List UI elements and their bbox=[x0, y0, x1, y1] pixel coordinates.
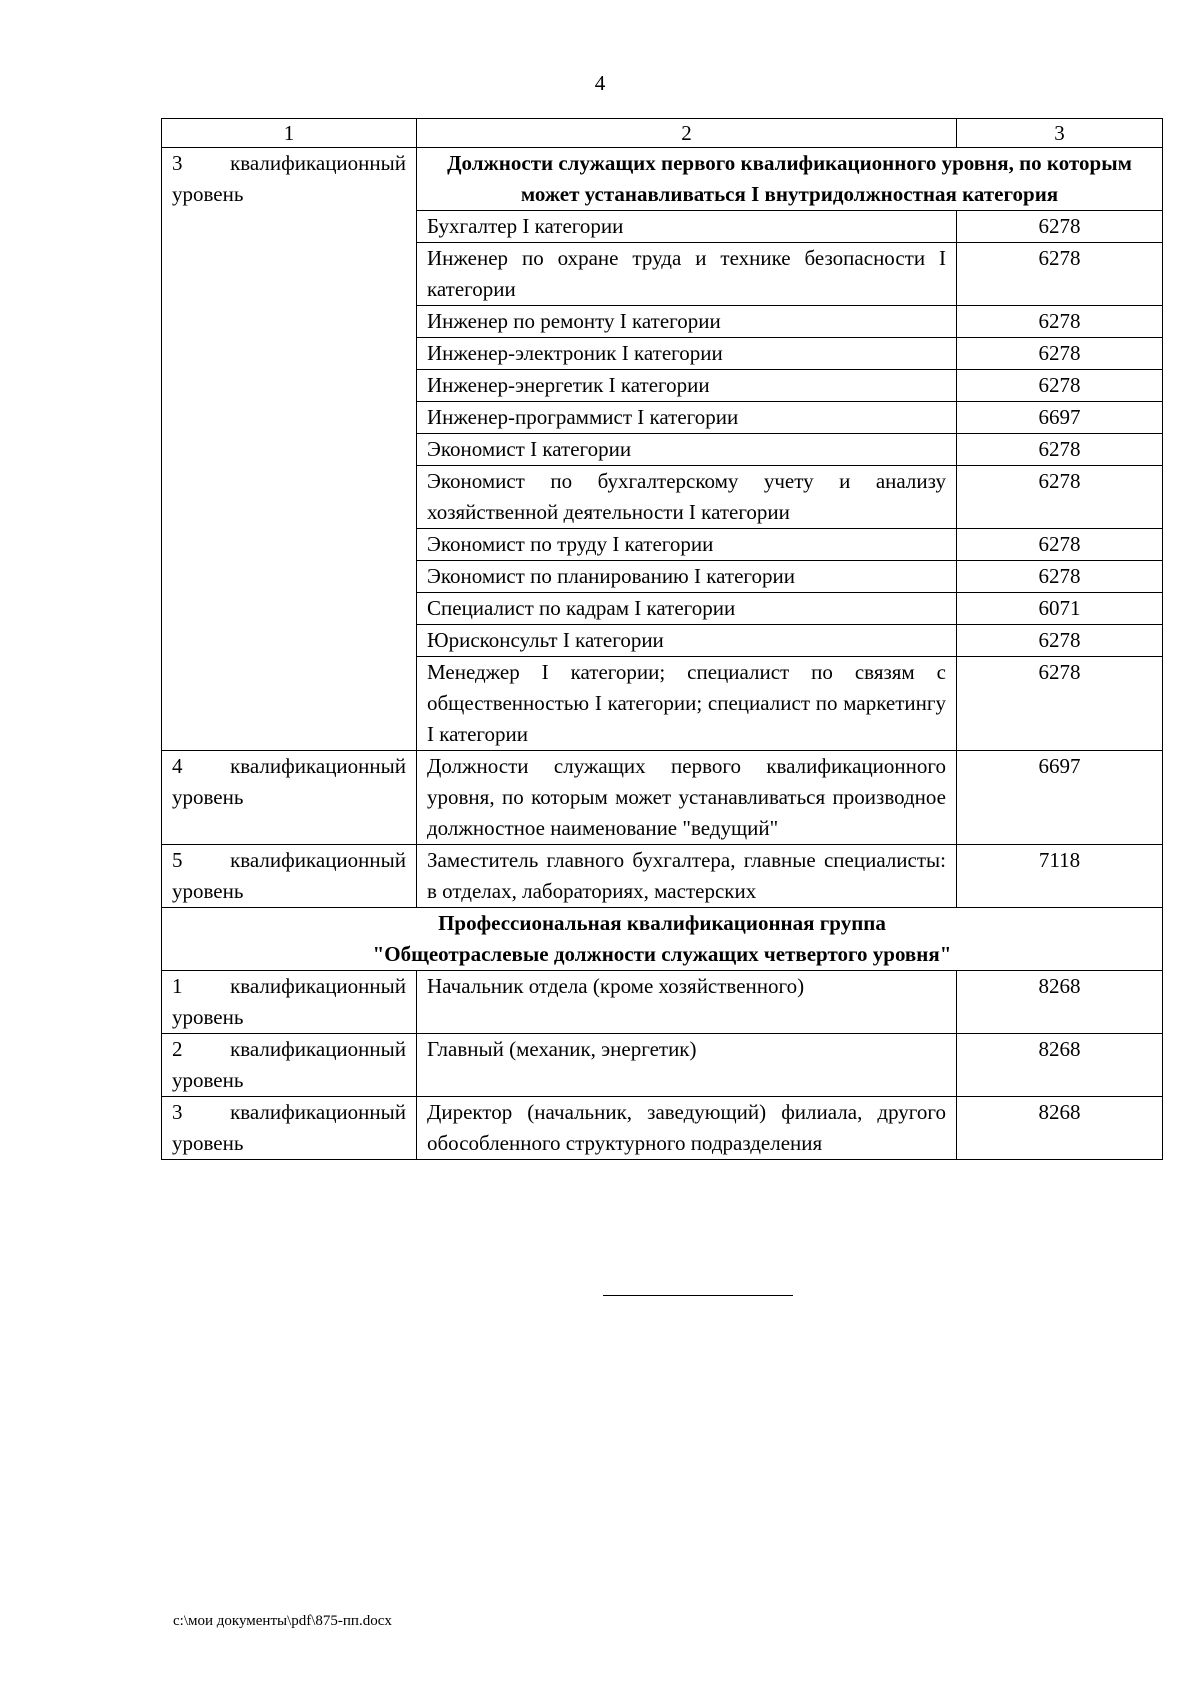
header-cell-1: 1 bbox=[162, 119, 417, 148]
group-heading bbox=[162, 908, 1163, 971]
position-cell: Экономист по бухгалтерскому учету и анализу хозяйственной деятельности I категории bbox=[417, 466, 957, 529]
position-cell: Начальник отдела (кроме хозяйственного) bbox=[417, 971, 957, 1034]
header-row bbox=[162, 119, 1163, 148]
level-cell: 1 квалификационный уровень bbox=[162, 971, 417, 1034]
group-heading-line: Профессиональная квалификационная группа bbox=[438, 911, 886, 935]
table-row bbox=[162, 1034, 1163, 1097]
salary-cell: 6278 bbox=[957, 466, 1163, 529]
table-row bbox=[162, 845, 1163, 908]
position-cell: Главный (механик, энергетик) bbox=[417, 1034, 957, 1097]
table-row bbox=[162, 971, 1163, 1034]
page-number: 4 bbox=[594, 71, 606, 95]
position-cell: Экономист по планированию I категории bbox=[417, 561, 957, 593]
salary-cell: 6278 bbox=[957, 338, 1163, 370]
position-cell: Менеджер I категории; специалист по связям с общественностью I категории; специалист по маркетингу I категории bbox=[417, 657, 957, 751]
salary-cell: 6278 bbox=[957, 306, 1163, 338]
end-rule-divider bbox=[603, 1295, 793, 1296]
position-cell: Специалист по кадрам I категории bbox=[417, 593, 957, 625]
position-cell: Экономист по труду I категории bbox=[417, 529, 957, 561]
position-cell: Инженер по охране труда и технике безопасности I категории bbox=[417, 243, 957, 306]
table-row bbox=[162, 1097, 1163, 1160]
salary-cell: 6278 bbox=[957, 625, 1163, 657]
salary-cell: 7118 bbox=[957, 845, 1163, 908]
salary-cell: 6697 bbox=[957, 751, 1163, 845]
table-row bbox=[162, 148, 1163, 211]
salary-cell: 6278 bbox=[957, 529, 1163, 561]
salary-cell: 6278 bbox=[957, 561, 1163, 593]
position-cell: Экономист I категории bbox=[417, 434, 957, 466]
position-cell: Должности служащих первого квалификационного уровня, по которым может устанавливаться производное должностное наименование "ведущий" bbox=[417, 751, 957, 845]
group-heading-line: "Общеотраслевые должности служащих четвертого уровня" bbox=[372, 942, 952, 966]
salary-cell: 6278 bbox=[957, 657, 1163, 751]
header-cell-2: 2 bbox=[417, 119, 957, 148]
position-cell: Инженер по ремонту I категории bbox=[417, 306, 957, 338]
table-row bbox=[162, 751, 1163, 845]
file-path: c:\мои документы\pdf\875-пп.docx bbox=[173, 1613, 392, 1629]
level-cell: 2 квалификационный уровень bbox=[162, 1034, 417, 1097]
category-heading: Должности служащих первого квалификационного уровня, по которым может устанавливаться I внутридолжностная категория bbox=[417, 148, 1163, 211]
position-cell: Инженер-электроник I категории bbox=[417, 338, 957, 370]
salary-cell: 6278 bbox=[957, 243, 1163, 306]
position-cell: Директор (начальник, заведующий) филиала, другого обособленного структурного подразделения bbox=[417, 1097, 957, 1160]
position-cell: Инженер-программист I категории bbox=[417, 402, 957, 434]
level-cell: 5 квалификационный уровень bbox=[162, 845, 417, 908]
salary-table bbox=[161, 118, 1163, 1160]
salary-cell: 6278 bbox=[957, 434, 1163, 466]
position-cell: Юрисконсульт I категории bbox=[417, 625, 957, 657]
salary-cell: 8268 bbox=[957, 971, 1163, 1034]
level-cell: 3 квалификационный уровень bbox=[162, 148, 417, 751]
salary-cell: 8268 bbox=[957, 1097, 1163, 1160]
position-cell: Бухгалтер I категории bbox=[417, 211, 957, 243]
position-cell: Заместитель главного бухгалтера, главные специалисты: в отделах, лабораториях, мастерских bbox=[417, 845, 957, 908]
salary-cell: 6697 bbox=[957, 402, 1163, 434]
header-cell-3: 3 bbox=[957, 119, 1163, 148]
group-heading-row bbox=[162, 908, 1163, 971]
level-cell: 3 квалификационный уровень bbox=[162, 1097, 417, 1160]
level-cell: 4 квалификационный уровень bbox=[162, 751, 417, 845]
salary-cell: 6071 bbox=[957, 593, 1163, 625]
salary-cell: 6278 bbox=[957, 211, 1163, 243]
salary-cell: 8268 bbox=[957, 1034, 1163, 1097]
salary-cell: 6278 bbox=[957, 370, 1163, 402]
position-cell: Инженер-энергетик I категории bbox=[417, 370, 957, 402]
